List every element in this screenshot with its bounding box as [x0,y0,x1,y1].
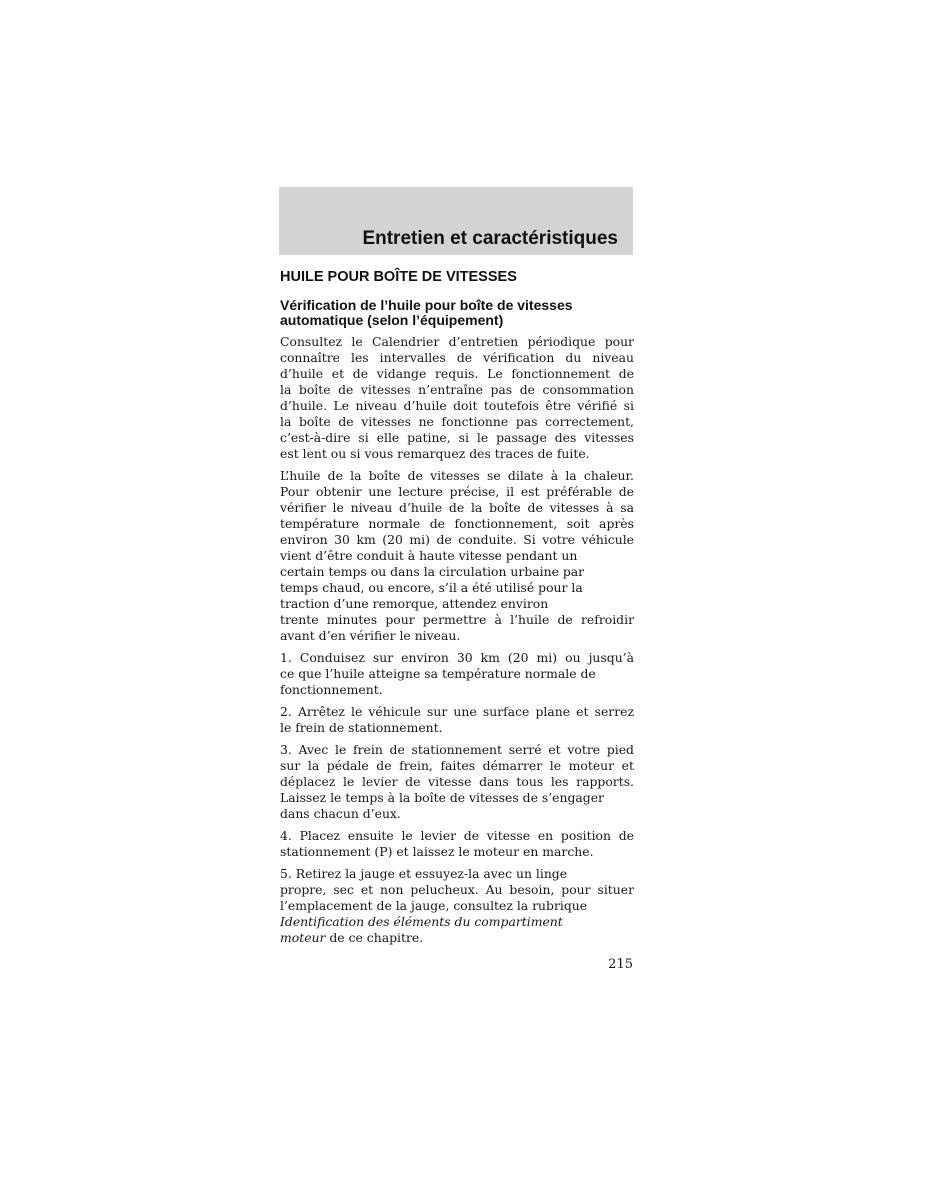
text-line: Pour obtenir une lecture précise, il est préférable de [280,484,634,499]
step-2 [280,704,634,736]
text-tail: de ce chapitre. [325,930,424,945]
step-5 [280,866,634,946]
text-line: L’huile de la boîte de vitesses se dilate à la chaleur. [280,468,634,483]
text-line: certain temps ou dans la circulation urbaine par [280,564,585,579]
page-content [280,268,634,952]
step-4 [280,828,634,860]
text-line: 4. Placez ensuite le levier de vitesse en position de [280,828,634,843]
text-line: l’emplacement de la jauge, consultez la rubrique [280,898,588,913]
subsection-heading-line: automatique (selon l’équipement) [280,312,504,328]
text-line: temps chaud, ou encore, s’il a été utilisé pour la [280,580,583,595]
text-line: la boîte de vitesses n’entraîne pas de consommation [280,382,634,397]
text-line: déplacez le levier de vitesse dans tous les rapports. [280,774,634,789]
rubric-reference-tail: moteur [280,930,326,945]
text-line: 5. Retirez la jauge et essuyez-la avec un linge [280,866,568,881]
text-line: dans chacun d’eux. [280,806,401,821]
text-line: avant d’en vérifier le niveau. [280,628,461,643]
text-line: vérifier le niveau d’huile de la boîte de vitesses à sa [280,500,634,515]
rubric-reference: Identification des éléments du compartiment [280,914,563,929]
chapter-title: Entretien et caractéristiques [362,228,618,249]
text-line: température normale de fonctionnement, soit après [280,516,634,531]
text-line: est lent ou si vous remarquez des traces de fuite. [280,446,590,461]
text-line: trente minutes pour permettre à l’huile de refroidir [280,612,634,627]
subsection-heading [280,298,634,328]
text-line: fonctionnement. [280,682,383,697]
text-line: d’huile et de vidange requis. Le fonctionnement de [280,366,634,381]
text-line: propre, sec et non pelucheux. Au besoin, pour situer [280,882,634,897]
text-line: le frein de stationnement. [280,720,443,735]
step-1 [280,650,634,698]
page-number: 215 [608,957,633,972]
step-3 [280,742,634,822]
text-line: Laissez le temps à la boîte de vitesses de s’engager [280,790,604,805]
text-line [280,930,634,946]
text-line: environ 30 km (20 mi) de conduite. Si votre véhicule [280,532,634,547]
text-line: c’est-à-dire si elle patine, si le passage des vitesses [280,430,634,445]
subsection-heading-line: Vérification de l’huile pour boîte de vitesses [280,297,573,313]
paragraph-heat [280,468,634,644]
text-line: d’huile. Le niveau d’huile doit toutefois être vérifié si [280,398,634,413]
text-line: 2. Arrêtez le véhicule sur une surface plane et serrez [280,704,634,719]
chapter-header-band [279,187,633,255]
text-line: stationnement (P) et laissez le moteur en marche. [280,844,594,859]
section-heading: HUILE POUR BOÎTE DE VITESSES [280,269,517,285]
text-line: connaître les intervalles de vérification du niveau [280,350,634,365]
text-line: 1. Conduisez sur environ 30 km (20 mi) ou jusqu’à [280,650,634,665]
text-line: Consultez le Calendrier d’entretien périodique pour [280,334,634,349]
text-line: la boîte de vitesses ne fonctionne pas correctement, [280,414,634,429]
text-line: ce que l’huile atteigne sa température normale de [280,666,596,681]
paragraph-intro [280,334,634,462]
text-line: vient d’être conduit à haute vitesse pendant un [280,548,578,563]
text-line: traction d’une remorque, attendez environ [280,596,549,611]
text-line: 3. Avec le frein de stationnement serré et votre pied [280,742,634,757]
text-line: sur la pédale de frein, faites démarrer le moteur et [280,758,634,773]
